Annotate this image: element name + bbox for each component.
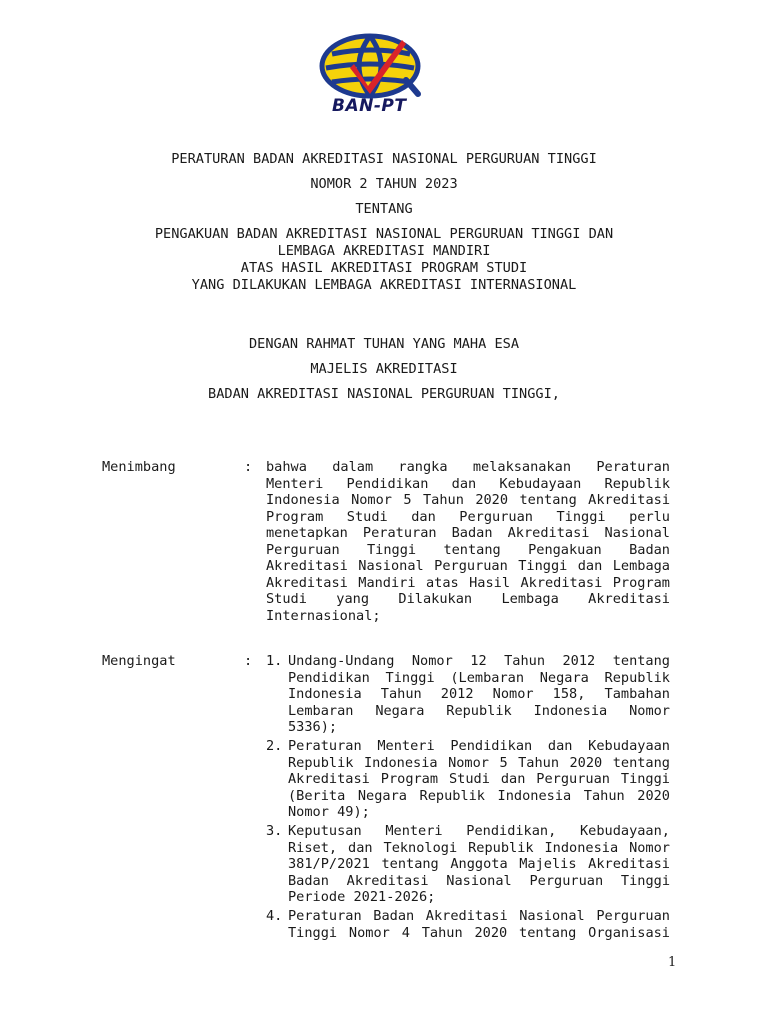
page-number: 1 (668, 955, 677, 970)
item-number: 1. (266, 653, 283, 669)
menimbang-label: Menimbang (102, 459, 176, 475)
text-line: Menteri Pendidikan dan Kebudayaan Republik (266, 475, 670, 492)
subject-line-4: YANG DILAKUKAN LEMBAGA AKREDITASI INTERNASIONAL (191, 277, 577, 293)
item-number: 3. (266, 823, 283, 839)
text-line: 5336); (288, 719, 338, 735)
item-number: 2. (266, 738, 283, 754)
text-line: Program Studi dan Perguruan Tinggi perlu (266, 508, 670, 525)
menimbang-text (266, 459, 670, 624)
text-line: Peraturan Badan Akreditasi Nasional Perguruan (288, 908, 670, 924)
text-line: Akreditasi Nasional Perguruan Tinggi dan Lembaga (266, 558, 670, 574)
text-line: Akreditasi Program Studi dan Perguruan Tinggi (288, 771, 670, 787)
text-line: Internasional; (266, 607, 381, 624)
text-line: menetapkan Peraturan Badan Akreditasi Nasional (266, 525, 670, 541)
text-line: Perguruan Tinggi tentang Pengakuan Badan (266, 541, 670, 558)
mengingat-colon: : (244, 653, 253, 669)
subject-line-2: LEMBAGA AKREDITASI MANDIRI (277, 243, 491, 259)
text-line: Keputusan Menteri Pendidikan, Kebudayaan, (288, 823, 670, 839)
text-line: Badan Akreditasi Nasional Perguruan Tinggi (288, 872, 670, 889)
text-line: bahwa dalam rangka melaksanakan Peraturan (266, 459, 670, 475)
text-line: Akreditasi Mandiri atas Hasil Akreditasi Program (266, 574, 670, 591)
tentang-heading: TENTANG (355, 201, 413, 217)
text-line: Lembaran Negara Republik Indonesia Nomor (288, 702, 670, 719)
text-line: Peraturan Menteri Pendidikan dan Kebudayaan (288, 738, 670, 754)
logo-text: BAN-PT (332, 96, 407, 116)
text-line: Republik Indonesia Nomor 5 Tahun 2020 tentang (288, 754, 670, 771)
text-line: Nomor 49); (288, 804, 370, 820)
text-line: (Berita Negara Republik Indonesia Tahun 2020 (288, 787, 670, 804)
mengingat-label: Mengingat (102, 653, 176, 669)
text-line: Pendidikan Tinggi (Lembaran Negara Republik (288, 669, 670, 686)
preamble-line-1: DENGAN RAHMAT TUHAN YANG MAHA ESA (248, 336, 520, 352)
text-line: Riset, dan Teknologi Republik Indonesia Nomor (288, 839, 670, 856)
menimbang-colon: : (244, 459, 253, 475)
text-line: Studi yang Dilakukan Lembaga Akreditasi (266, 591, 670, 607)
preamble-line-2: MAJELIS AKREDITASI (310, 361, 458, 377)
title-line: PERATURAN BADAN AKREDITASI NASIONAL PERGURUAN TINGGI (171, 151, 597, 167)
text-line: Indonesia Tahun 2012 Nomor 158, Tambahan (288, 686, 670, 702)
text-line: Indonesia Nomor 5 Tahun 2020 tentang Akreditasi (266, 492, 670, 508)
preamble-line-3: BADAN AKREDITASI NASIONAL PERGURUAN TINGGI, (208, 386, 560, 402)
text-line: Periode 2021-2026; (288, 889, 436, 905)
regulation-number: NOMOR 2 TAHUN 2023 (310, 176, 458, 192)
item-number: 4. (266, 908, 283, 924)
text-line: Undang-Undang Nomor 12 Tahun 2012 tentang (288, 653, 670, 669)
subject-line-3: ATAS HASIL AKREDITASI PROGRAM STUDI (240, 260, 528, 276)
text-line: Tinggi Nomor 4 Tahun 2020 tentang Organisasi (288, 924, 670, 941)
text-line: 381/P/2021 tentang Anggota Majelis Akreditasi (288, 856, 670, 872)
subject-line-1: PENGAKUAN BADAN AKREDITASI NASIONAL PERGURUAN TINGGI DAN (154, 226, 614, 242)
